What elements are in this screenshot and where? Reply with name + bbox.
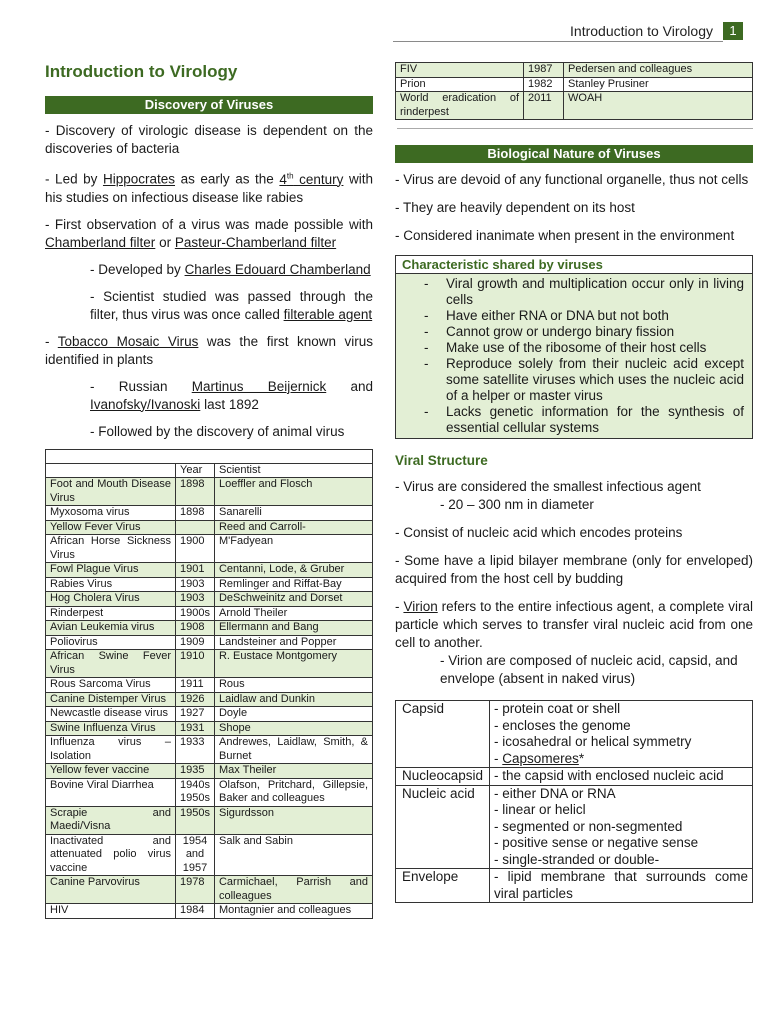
year-cell: 1901 xyxy=(176,563,215,578)
virus-cell: Avian Leukemia virus xyxy=(46,621,176,636)
year-cell: 1984 xyxy=(176,904,215,919)
year-cell: 1933 xyxy=(176,736,215,764)
virus-cell: Newcastle disease virus xyxy=(46,707,176,722)
scientist-cell: Rous xyxy=(214,678,372,693)
table-row xyxy=(396,785,753,869)
virus-cell: Canine Parvovirus xyxy=(46,876,176,904)
table-row xyxy=(46,635,373,650)
year-cell: 1954 and 1957 xyxy=(176,834,215,876)
paragraph: - Virion refers to the entire infectious agent, a complete viral particle which serves to transfer viral nucleic acid from one cell to another. xyxy=(395,599,753,650)
scientist-cell: Max Theiler xyxy=(214,764,372,779)
virus-cell: Poliovirus xyxy=(46,635,176,650)
table-row xyxy=(46,650,373,678)
virus-cell: FIV xyxy=(396,63,524,78)
table-row xyxy=(46,592,373,607)
table-row xyxy=(46,506,373,521)
year-cell: 1926 xyxy=(176,692,215,707)
list-item: - Cannot grow or undergo binary fission xyxy=(446,324,744,340)
characteristics-list xyxy=(396,274,752,438)
year-cell: 1900 xyxy=(176,535,215,563)
virus-cell: World eradication of rinderpest xyxy=(396,92,524,120)
table-row xyxy=(46,606,373,621)
definition-cell: - protein coat or shell - encloses the genome - icosahedral or helical symmetry - Capsomeres* xyxy=(490,701,753,768)
discovery-table xyxy=(45,449,373,919)
table-row xyxy=(396,77,753,92)
virus-cell: Bovine Viral Diarrhea xyxy=(46,778,176,806)
table-row xyxy=(396,701,753,768)
paragraph: - Discovery of virologic disease is dependent on the discoveries of bacteria xyxy=(45,123,373,156)
paragraph: - Tobacco Mosaic Virus was the first known virus identified in plants xyxy=(45,333,373,367)
structure-table xyxy=(395,700,753,903)
term-cell: Nucleic acid xyxy=(396,785,490,869)
scientist-cell: Stanley Prusiner xyxy=(564,77,753,92)
paragraph: - First observation of a virus was made possible with Chamberland filter or Pasteur-Chamberland filter xyxy=(45,216,373,250)
table-row xyxy=(46,904,373,919)
scientist-cell: Carmichael, Parrish and colleagues xyxy=(214,876,372,904)
paragraph: - Scientist studied was passed through the filter, thus virus was once called filterable agent xyxy=(90,288,373,322)
table-row xyxy=(46,535,373,563)
paragraph: - They are heavily dependent on its host xyxy=(395,200,635,215)
year-cell xyxy=(176,520,215,535)
year-cell: 1982 xyxy=(524,77,564,92)
year-cell: 1940s 1950s xyxy=(176,778,215,806)
virus-cell: Foot and Mouth Disease Virus xyxy=(46,478,176,506)
header-title: Introduction to Virology xyxy=(570,23,713,39)
paragraph: - Consist of nucleic acid which encodes proteins xyxy=(395,525,683,540)
virus-cell: HIV xyxy=(46,904,176,919)
term-cell: Nucleocapsid xyxy=(396,768,490,786)
discovery-table-continued xyxy=(395,62,753,120)
virus-cell: Inactivated and attenuated polio virus vaccine xyxy=(46,834,176,876)
scientist-cell: Remlinger and Riffat-Bay xyxy=(214,577,372,592)
definition-cell: - the capsid with enclosed nucleic acid xyxy=(490,768,753,786)
table-row xyxy=(396,869,753,903)
table-row xyxy=(396,92,753,120)
paragraph: - Considered inanimate when present in the environment xyxy=(395,228,735,243)
table-row xyxy=(46,678,373,693)
year-cell: 2011 xyxy=(524,92,564,120)
term-cell: Envelope xyxy=(396,869,490,903)
scientist-cell: Loeffler and Flosch xyxy=(214,478,372,506)
term-cell: Capsid xyxy=(396,701,490,768)
paragraph: - Virus are considered the smallest infectious agent xyxy=(395,479,701,494)
list-item: - Viral growth and multiplication occur only in living cells xyxy=(446,276,744,308)
table-row xyxy=(46,577,373,592)
header-cell: Year xyxy=(176,463,215,478)
virus-cell: Rous Sarcoma Virus xyxy=(46,678,176,693)
list-item: - Have either RNA or DNA but not both xyxy=(446,308,744,324)
scientist-cell: WOAH xyxy=(564,92,753,120)
scientist-cell: Montagnier and colleagues xyxy=(214,904,372,919)
scientist-cell: Ellermann and Bang xyxy=(214,621,372,636)
virus-cell: Yellow Fever Virus xyxy=(46,520,176,535)
scientist-cell: Sigurdsson xyxy=(214,806,372,834)
scientist-cell: Sanarelli xyxy=(214,506,372,521)
header-rule xyxy=(393,41,723,42)
table-row xyxy=(396,63,753,78)
table-row xyxy=(396,768,753,786)
list-item: - Make use of the ribosome of their host cells xyxy=(446,340,744,356)
table-spacer-row xyxy=(46,449,373,463)
year-cell: 1908 xyxy=(176,621,215,636)
year-cell: 1900s xyxy=(176,606,215,621)
scientist-cell: Pedersen and colleagues xyxy=(564,63,753,78)
table-row xyxy=(46,520,373,535)
scientist-cell: Olafson, Pritchard, Gillepsie, Baker and colleagues xyxy=(214,778,372,806)
left-column xyxy=(45,62,373,919)
scientist-cell: Andrewes, Laidlaw, Smith, & Burnet xyxy=(214,736,372,764)
table-row xyxy=(46,707,373,722)
header-cell: Scientist xyxy=(214,463,372,478)
year-cell: 1909 xyxy=(176,635,215,650)
year-cell: 1898 xyxy=(176,478,215,506)
scientist-cell: Centanni, Lode, & Gruber xyxy=(214,563,372,578)
paragraph: - Developed by Charles Edouard Chamberland xyxy=(90,261,371,277)
year-cell: 1927 xyxy=(176,707,215,722)
virus-cell: African Swine Fever Virus xyxy=(46,650,176,678)
table-row xyxy=(46,736,373,764)
scientist-cell: Doyle xyxy=(214,707,372,722)
definition-cell: - either DNA or RNA - linear or helicl - segmented or non-segmented - positive sense or negative sense - single-stranded or double- xyxy=(490,785,753,869)
virus-cell: Prion xyxy=(396,77,524,92)
scientist-cell: Shope xyxy=(214,721,372,736)
table-row xyxy=(46,876,373,904)
year-cell: 1931 xyxy=(176,721,215,736)
paragraph: - Led by Hippocrates as early as the 4th century with his studies on infectious disease like rabies xyxy=(45,171,373,205)
page-title: Introduction to Virology xyxy=(45,62,238,81)
year-cell: 1935 xyxy=(176,764,215,779)
viral-structure-title: Viral Structure xyxy=(395,453,488,468)
year-cell: 1910 xyxy=(176,650,215,678)
list-item: - Reproduce solely from their nucleic acid except some satellite viruses which uses the nucleic acid of a helper or master virus xyxy=(446,356,744,404)
table-row xyxy=(46,721,373,736)
scientist-cell: Salk and Sabin xyxy=(214,834,372,876)
table-row xyxy=(46,621,373,636)
paragraph: - Russian Martinus Beijernick and Ivanofsky/Ivanoski last 1892 xyxy=(90,378,373,412)
scientist-cell: Landsteiner and Popper xyxy=(214,635,372,650)
paragraph: - Some have a lipid bilayer membrane (only for enveloped) acquired from the host cell by budding xyxy=(395,553,753,586)
section-bar-discovery: Discovery of Viruses xyxy=(45,96,373,114)
scientist-cell: M'Fadyean xyxy=(214,535,372,563)
virus-cell: Myxosoma virus xyxy=(46,506,176,521)
page-header xyxy=(0,22,768,42)
table-row xyxy=(46,806,373,834)
scientist-cell: Arnold Theiler xyxy=(214,606,372,621)
table-row xyxy=(46,764,373,779)
scientist-cell: Reed and Carroll- xyxy=(214,520,372,535)
virus-cell: Influenza virus – Isolation xyxy=(46,736,176,764)
paragraph: - 20 – 300 nm in diameter xyxy=(440,497,594,512)
scientist-cell: R. Eustace Montgomery xyxy=(214,650,372,678)
year-cell: 1987 xyxy=(524,63,564,78)
right-column xyxy=(395,62,753,903)
scientist-cell: DeSchweinitz and Dorset xyxy=(214,592,372,607)
year-cell: 1978 xyxy=(176,876,215,904)
table-row xyxy=(46,478,373,506)
year-cell: 1898 xyxy=(176,506,215,521)
table-header-row xyxy=(46,463,373,478)
virus-cell: Hog Cholera Virus xyxy=(46,592,176,607)
year-cell: 1950s xyxy=(176,806,215,834)
page-number: 1 xyxy=(723,22,743,40)
virus-cell: Fowl Plague Virus xyxy=(46,563,176,578)
virus-cell: Swine Influenza Virus xyxy=(46,721,176,736)
definition-cell: - lipid membrane that surrounds come viral particles xyxy=(490,869,753,903)
year-cell: 1903 xyxy=(176,577,215,592)
virus-cell: Canine Distemper Virus xyxy=(46,692,176,707)
virus-cell: Rabies Virus xyxy=(46,577,176,592)
section-bar-biological: Biological Nature of Viruses xyxy=(395,145,753,163)
header-cell xyxy=(46,463,176,478)
virus-cell: Scrapie and Maedi/Visna xyxy=(46,806,176,834)
table-row xyxy=(46,563,373,578)
paragraph: - Followed by the discovery of animal virus xyxy=(90,423,345,439)
virus-cell: Rinderpest xyxy=(46,606,176,621)
year-cell: 1911 xyxy=(176,678,215,693)
table-row xyxy=(46,778,373,806)
year-cell: 1903 xyxy=(176,592,215,607)
virus-cell: African Horse Sickness Virus xyxy=(46,535,176,563)
table-row xyxy=(46,834,373,876)
table-row xyxy=(46,692,373,707)
characteristics-box xyxy=(395,255,753,439)
characteristics-title: Characteristic shared by viruses xyxy=(396,256,752,274)
virus-cell: Yellow fever vaccine xyxy=(46,764,176,779)
scientist-cell: Laidlaw and Dunkin xyxy=(214,692,372,707)
paragraph: - Virion are composed of nucleic acid, capsid, and envelope (absent in naked virus) xyxy=(440,653,738,686)
divider xyxy=(397,128,753,129)
list-item: - Lacks genetic information for the synthesis of essential cellular systems xyxy=(446,404,744,436)
century-text: 4th century xyxy=(279,171,344,187)
paragraph: - Virus are devoid of any functional organelle, thus not cells xyxy=(395,172,749,187)
